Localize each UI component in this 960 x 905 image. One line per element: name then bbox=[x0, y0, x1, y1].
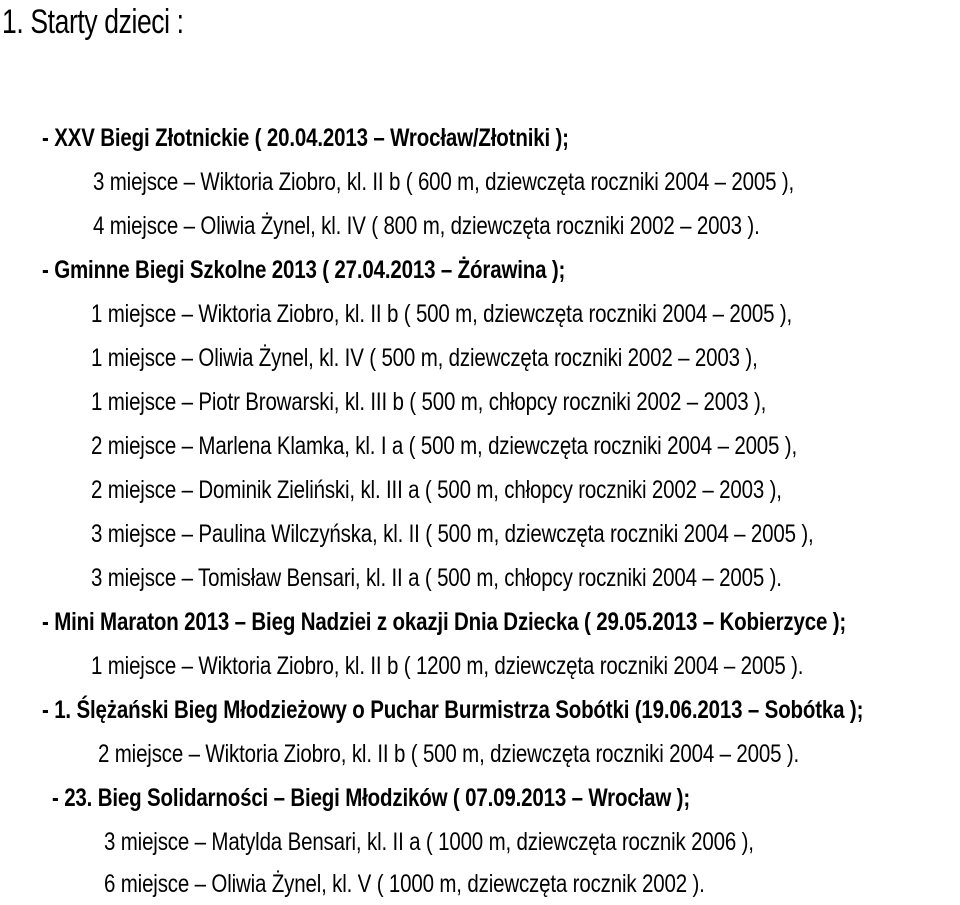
result-line: 1 miejsce – Oliwia Żynel, kl. IV ( 500 m, dziewczęta roczniki 2002 – 2003 ), bbox=[91, 344, 758, 372]
result-line: 2 miejsce – Marlena Klamka, kl. I a ( 500 m, dziewczęta roczniki 2004 – 2005 ), bbox=[91, 432, 798, 460]
result-line: 1 miejsce – Piotr Browarski, kl. III b ( 500 m, chłopcy roczniki 2002 – 2003 ), bbox=[91, 388, 767, 416]
result-line: 3 miejsce – Matylda Bensari, kl. II a ( 1000 m, dziewczęta rocznik 2006 ), bbox=[104, 828, 754, 856]
result-line: 3 miejsce – Paulina Wilczyńska, kl. II ( 500 m, dziewczęta roczniki 2004 – 2005 ), bbox=[91, 520, 814, 548]
event-heading-biegi-zlotnickie: - XXV Biegi Złotnickie ( 20.04.2013 – Wrocław/Złotniki ); bbox=[42, 124, 569, 152]
event-heading-slezanski-bieg: - 1. Ślężański Bieg Młodzieżowy o Puchar Burmistrza Sobótki (19.06.2013 – Sobótka ); bbox=[42, 696, 864, 724]
result-line: 2 miejsce – Wiktoria Ziobro, kl. II b ( 500 m, dziewczęta roczniki 2004 – 2005 ). bbox=[98, 740, 800, 768]
result-line: 6 miejsce – Oliwia Żynel, kl. V ( 1000 m, dziewczęta rocznik 2002 ). bbox=[104, 870, 705, 898]
event-heading-mini-maraton: - Mini Maraton 2013 – Bieg Nadziei z okazji Dnia Dziecka ( 29.05.2013 – Kobierzyce ); bbox=[42, 608, 847, 636]
document-title: 1. Starty dzieci : bbox=[2, 3, 184, 41]
result-line: 1 miejsce – Wiktoria Ziobro, kl. II b ( 1200 m, dziewczęta roczniki 2004 – 2005 ). bbox=[91, 652, 804, 680]
event-heading-gminne-biegi: - Gminne Biegi Szkolne 2013 ( 27.04.2013 – Żórawina ); bbox=[42, 256, 566, 284]
result-line: 4 miejsce – Oliwia Żynel, kl. IV ( 800 m, dziewczęta roczniki 2002 – 2003 ). bbox=[93, 212, 760, 240]
result-line: 3 miejsce – Wiktoria Ziobro, kl. II b ( 600 m, dziewczęta roczniki 2004 – 2005 ), bbox=[93, 168, 795, 196]
result-line: 1 miejsce – Wiktoria Ziobro, kl. II b ( 500 m, dziewczęta roczniki 2004 – 2005 ), bbox=[91, 300, 793, 328]
event-heading-bieg-solidarnosci: - 23. Bieg Solidarności – Biegi Młodzików ( 07.09.2013 – Wrocław ); bbox=[52, 784, 690, 812]
result-line: 2 miejsce – Dominik Zieliński, kl. III a ( 500 m, chłopcy roczniki 2002 – 2003 ), bbox=[91, 476, 782, 504]
result-line: 3 miejsce – Tomisław Bensari, kl. II a ( 500 m, chłopcy roczniki 2004 – 2005 ). bbox=[91, 564, 782, 592]
